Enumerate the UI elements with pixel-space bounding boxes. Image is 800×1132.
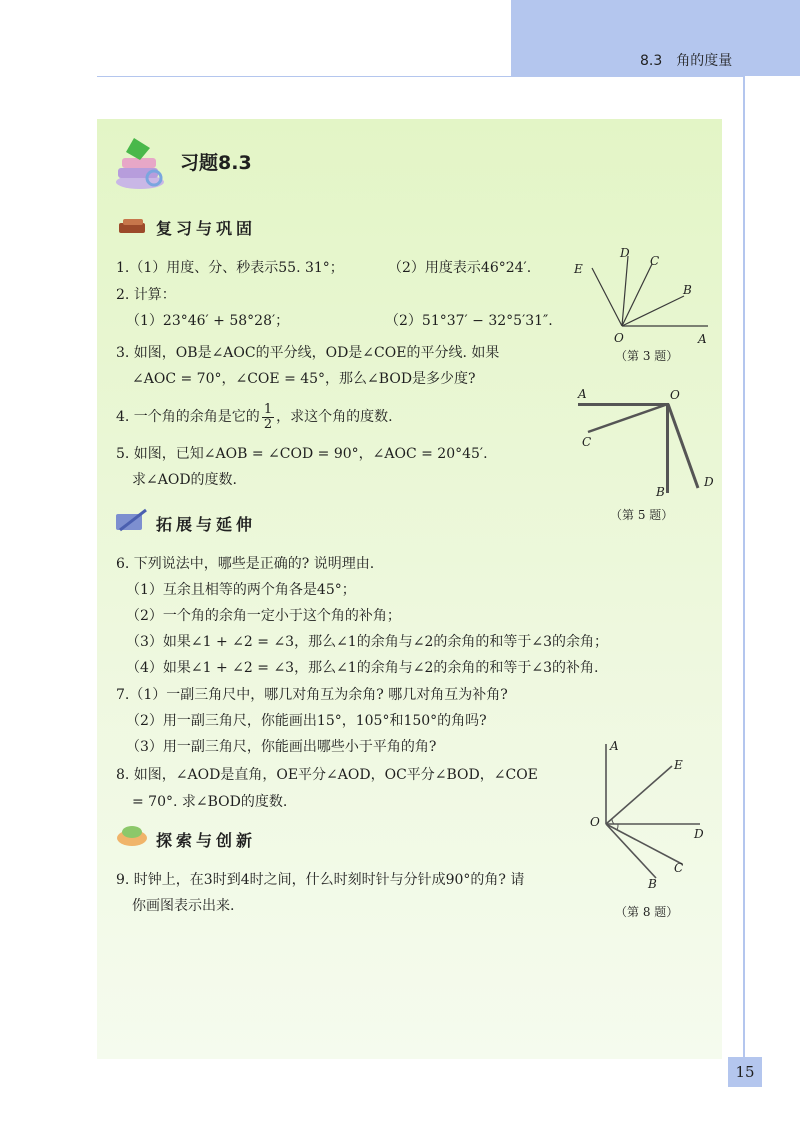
fig3-label-E: E [574,262,583,276]
problem-3a: 3. 如图，OB是∠AOC的平分线，OD是∠COE的平分线. 如果 [116,345,500,361]
section-header: 8.3 角的度量 [640,53,733,69]
fig8-label-D: D [694,827,704,841]
fig3-label-A: A [698,332,707,346]
pencil-icon [114,508,150,534]
fig5-label-O: O [670,388,680,402]
problem-5b: 求∠AOD的度数. [132,472,237,488]
fig5-label-B: B [656,485,665,499]
problem-1a: 1.（1）用度、分、秒表示55. 31°； [116,260,344,276]
problem-4 [116,400,393,434]
problem-2b: （2）51°37′ − 32°5′31″. [385,313,553,329]
problem-8a: 8. 如图，∠AOD是直角，OE平分∠AOD，OC平分∠BOD，∠COE [116,767,538,783]
fig8-label-E: E [674,758,683,772]
fraction-half [262,403,274,432]
problem-6-4: （4）如果∠1 + ∠2 = ∠3，那么∠1的余角与∠2的余角的和等于∠3的补角. [126,660,599,676]
fig3-label-D: D [620,246,630,260]
figure-8-caption: （第 8 题） [615,905,679,919]
figure-8 [586,738,716,894]
problem-1b: （2）用度表示46°24′. [388,260,532,276]
problem-6: 6. 下列说法中，哪些是正确的? 说明理由. [116,556,375,572]
fig8-label-A: A [610,739,619,753]
page-number: 15 [728,1057,762,1087]
exercise-title: 习题8.3 [180,152,252,174]
margin-line [743,76,745,1058]
problem-2: 2. 计算： [116,287,176,303]
problem-7-1: 7.（1）一副三角尺中，哪几对角互为余角? 哪几对角互为补角? [116,687,508,703]
problem-9a: 9. 时钟上，在3时到4时之间，什么时刻时针与分针成90°的角? 请 [116,872,525,888]
section-explore: 探索与创新 [156,831,257,850]
fraction-numerator: 1 [263,401,273,417]
figure-5-caption: （第 5 题） [610,508,674,522]
problem-3b: ∠AOC = 70°，∠COE = 45°，那么∠BOD是多少度? [132,371,476,387]
problem-4b: ，求这个角的度数. [276,409,393,425]
figure-3-caption: （第 3 题） [615,349,679,363]
section-extension: 拓展与延伸 [156,515,257,534]
problem-8b: = 70°. 求∠BOD的度数. [132,794,288,810]
books-icon [110,134,170,192]
problem-7-3: （3）用一副三角尺，你能画出哪些小于平角的角? [126,739,437,755]
header-divider [97,76,743,77]
problem-9b: 你画图表示出来. [132,898,235,914]
problem-6-2: （2）一个角的余角一定小于这个角的补角； [126,608,401,624]
fig3-label-B: B [683,283,692,297]
fig3-label-O: O [614,331,624,345]
problem-7-2: （2）用一副三角尺，你能画出15°，105°和150°的角吗? [126,713,487,729]
fraction-denominator: 2 [263,416,273,432]
problem-6-3: （3）如果∠1 + ∠2 = ∠3，那么∠1的余角与∠2的余角的和等于∠3的余角； [126,634,608,650]
book-icon [117,217,149,237]
problem-2a: （1）23°46′ + 58°28′； [126,313,290,329]
fig5-label-C: C [582,435,592,449]
figure-5 [572,384,718,500]
compass-icon [114,822,150,848]
section-review: 复习与巩固 [156,219,257,238]
fig8-label-B: B [648,877,657,891]
problem-4a: 4. 一个角的余角是它的 [116,409,260,425]
fig5-label-D: D [704,475,714,489]
fig8-label-O: O [590,815,600,829]
fig8-label-C: C [674,861,684,875]
problem-5a: 5. 如图，已知∠AOB = ∠COD = 90°，∠AOC = 20°45′. [116,446,488,462]
problem-6-1: （1）互余且相等的两个角各是45°； [126,582,356,598]
fig5-label-A: A [578,387,587,401]
figure-3 [570,244,720,348]
fig3-label-C: C [650,254,660,268]
